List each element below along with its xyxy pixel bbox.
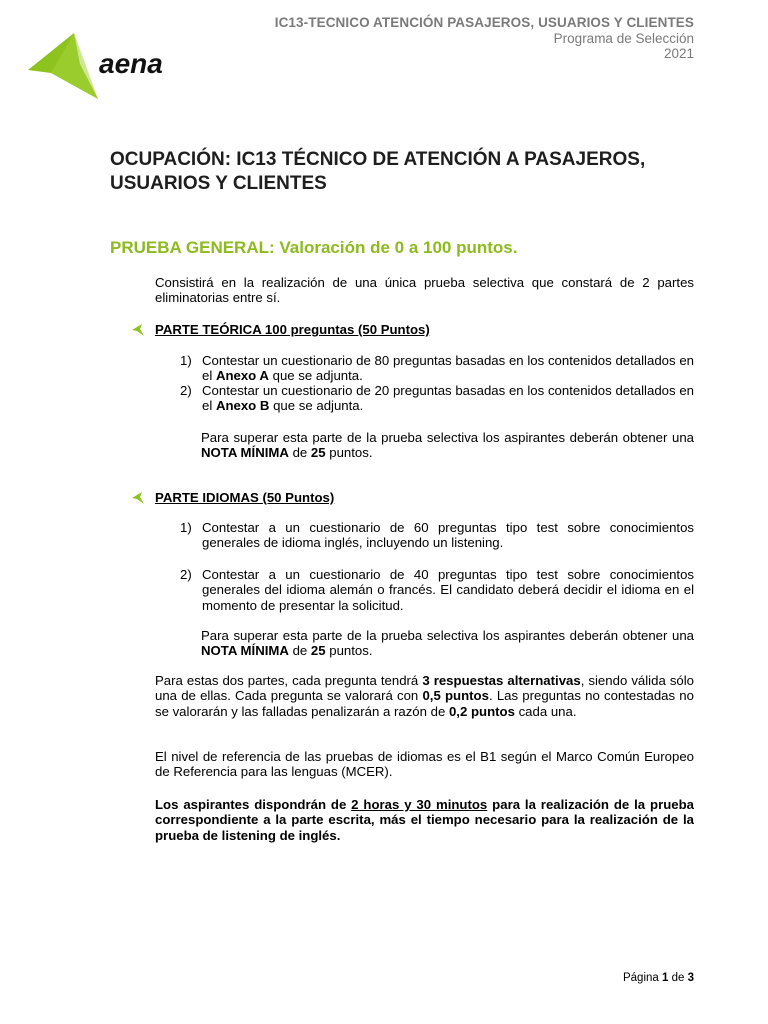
list-item: [180, 520, 694, 551]
duration-paragraph: [155, 797, 694, 843]
note-min-label: NOTA MÍNIMA: [201, 445, 289, 461]
aena-arrow-icon: [28, 33, 100, 101]
duration-time: 2 horas y 30 minutos: [351, 797, 488, 812]
item-number: 2): [180, 383, 192, 398]
annex-ref: Anexo A: [215, 368, 269, 384]
document-header: [275, 15, 694, 62]
header-title: IC13-TECNICO ATENCIÓN PASAJEROS, USUARIOS Y CLIENTES: [274, 15, 694, 30]
item-text: Contestar un cuestionario de 80 preguntas basadas en los contenidos detallados en el: [202, 353, 694, 384]
duration-text: Los aspirantes dispondrán de: [155, 797, 352, 812]
scoring-text: . Las preguntas no contestadas no se valorarán y las falladas penalizarán a razón de: [155, 688, 694, 719]
duration-text-end: para la realización de la prueba correspondiente a la parte escrita, más el tiempo necesario para la realización de la prueba de listening de inglés.: [155, 797, 695, 843]
scoring-text: cada una.: [514, 703, 577, 719]
teorica-minimum-note: [201, 430, 694, 461]
scoring-text: , siendo válida sólo una de ellas. Cada pregunta se valorará con: [155, 673, 695, 704]
list-item: [180, 353, 694, 384]
section-idiomas-label: PARTE IDIOMAS (50 Puntos): [155, 490, 335, 505]
aena-logo: [28, 33, 178, 101]
item-text: Contestar a un cuestionario de 60 preguntas tipo test sobre conocimientos generales de idioma inglés, incluyendo un listening.: [202, 520, 694, 551]
language-level-paragraph: El nivel de referencia de las pruebas de idiomas es el B1 según el Marco Común Europeo de Referencia para las lenguas (MCER).: [155, 749, 694, 780]
header-program: Programa de Selección: [553, 30, 694, 46]
page-of: de: [668, 972, 688, 984]
note-text: Para superar esta parte de la prueba selectiva los aspirantes deberán obtener una: [201, 430, 694, 445]
note-text: Para superar esta parte de la prueba selectiva los aspirantes deberán obtener una: [201, 628, 694, 643]
scoring-paragraph: [155, 673, 694, 719]
item-text-end: que se adjunta.: [269, 398, 364, 414]
item-text: Contestar un cuestionario de 20 preguntas basadas en los contenidos detallados en el: [202, 383, 694, 414]
page-number: [623, 972, 694, 984]
item-number: 1): [180, 353, 192, 368]
item-number: 2): [180, 567, 192, 582]
item-number: 1): [180, 520, 192, 535]
subtitle-rest: Valoración de 0 a 100 puntos.: [274, 238, 518, 257]
scoring-alternatives: 3 respuestas alternativas: [422, 673, 581, 688]
scoring-points: 0,5 puntos: [422, 688, 489, 704]
annex-ref: Anexo B: [215, 398, 270, 414]
page-title: OCUPACIÓN: IC13 TÉCNICO DE ATENCIÓN A PASAJEROS, USUARIOS Y CLIENTES: [110, 149, 646, 194]
section-subtitle: [110, 238, 517, 258]
note-text-end: puntos.: [325, 643, 373, 659]
note-min-value: 25: [310, 445, 326, 461]
item-text: Contestar a un cuestionario de 40 preguntas tipo test sobre conocimientos generales del idioma alemán o francés. El candidato deberá decidir el idioma en el momento de presentar la solicitud.: [202, 567, 694, 613]
subtitle-lead: PRUEBA GENERAL:: [110, 238, 275, 257]
scoring-text: Para estas dos partes, cada pregunta tendrá: [155, 673, 423, 688]
arrow-bullet-icon: [132, 492, 146, 504]
list-item: [180, 567, 694, 613]
scoring-penalty: 0,2 puntos: [448, 703, 515, 719]
item-text-end: que se adjunta.: [268, 368, 363, 384]
note-min-label: NOTA MÍNIMA: [201, 643, 289, 659]
aena-wordmark: aena: [99, 48, 163, 79]
arrow-bullet-icon: [132, 324, 146, 336]
current-page: 1: [662, 972, 669, 984]
total-pages: 3: [687, 972, 694, 984]
intro-paragraph: Consistirá en la realización de una única prueba selectiva que constará de 2 partes eliminatorias entre sí.: [155, 275, 694, 306]
section-teorica-label: PARTE TEÓRICA 100 preguntas (50 Puntos): [155, 322, 430, 337]
list-item: [180, 383, 694, 414]
page-label: Página: [622, 972, 662, 984]
idiomas-minimum-note: [201, 628, 694, 659]
note-text-de: de: [288, 445, 311, 461]
note-text-end: puntos.: [325, 445, 373, 461]
header-year: 2021: [663, 46, 694, 61]
note-min-value: 25: [310, 643, 326, 659]
note-text-de: de: [288, 643, 311, 659]
